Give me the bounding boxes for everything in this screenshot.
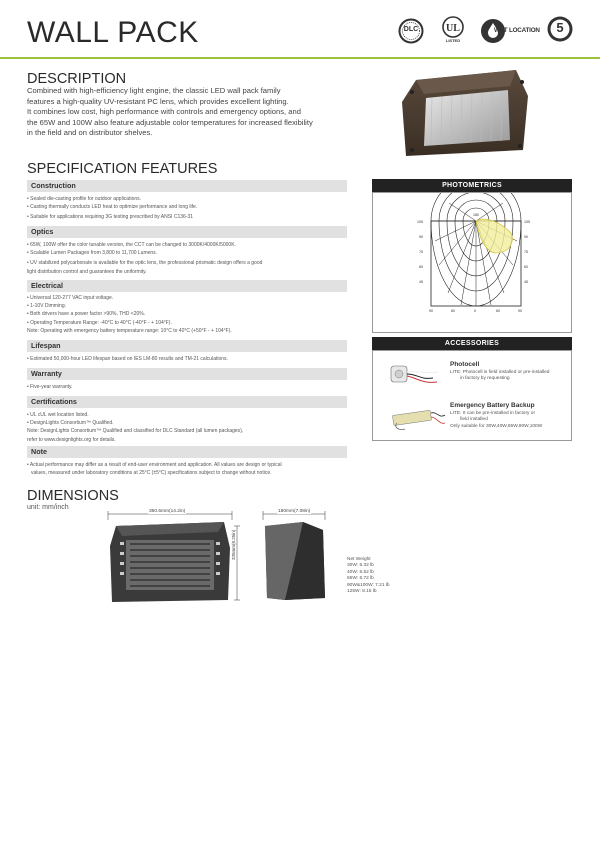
warranty-list: • Five-year warranty. <box>27 384 73 390</box>
warranty-bar: Warranty <box>27 368 347 380</box>
certifications-list: • UL cUL wet location listed. • DesignLights Consortium™ Qualified. Note: DesignLights Consortium™ Qualified and classified for DLC Standard (all lumen packages), refer to www.designlights.org for details. <box>27 412 244 443</box>
bottom-tick: 90 <box>518 309 522 313</box>
ul-listed-label: LISTED <box>445 38 461 43</box>
right-tick: 75 <box>524 250 528 254</box>
dlc-label: DLC <box>403 26 419 33</box>
ul-icon <box>439 16 467 38</box>
page-title: WALL PACK <box>27 16 199 49</box>
left-tick: 105 <box>417 220 423 224</box>
photocell-image <box>387 360 447 390</box>
warranty-years: 5 <box>556 20 564 35</box>
photometric-chart <box>373 193 571 332</box>
electrical-list: • Universal 120-277 VAC input voltage. • 1-10V Dimming. • Both drivers have a power factor >90%, THD <20%. • Operating Temperature Range: -40°C to 40°C (-40°F - + 104°F). Note: Operating with emergency battery temperature range: 10°C to 40°C (+50°F - + 104°F). <box>27 295 232 334</box>
lifespan-list: • Estimated 50,000-hour LED lifespan based on IES LM-80 results and TM-21 calculations. <box>27 356 228 362</box>
photocell-desc: LITE: Photocell is field installed or pre-installed in factory by requesting <box>450 370 550 382</box>
bottom-tick: 90 <box>429 309 433 313</box>
optics-list: • 65W, 100W offer the color tunable version, the CCT can be changed to 3000K/4000K/5000K. • Scalable Lumen Packages from 3,800 to 11,700 Lumens. • UV stabilized polycarbonate is available for the optic lens, the professional prismatic design offers a good light distribution control and guarantees the uniformity. <box>27 242 263 275</box>
accessories-header: ACCESSORIES <box>372 337 572 350</box>
bottom-tick: 60 <box>496 309 500 313</box>
dlc-badge <box>398 18 424 44</box>
spec-heading: SPECIFICATION FEATURES <box>27 161 218 177</box>
description-text: Combined with high-efficiency light engine, the classic LED wall pack family features a high-quality UV-resistant PC lens, which provides excellent lighting. It combines low cost, high performance with controls and emergency options, and the 65W and 100W also feature adjustable color temperatures for increased flexibility in the field and on distributor shelves. <box>27 86 313 138</box>
bottom-tick: 0 <box>474 309 476 313</box>
right-tick: 105 <box>524 220 530 224</box>
right-tick: 60 <box>524 265 528 269</box>
photocell-title: Photocell <box>450 361 480 368</box>
ul-badge <box>439 16 467 46</box>
wet-location-badge <box>480 18 540 44</box>
top-label: 180 <box>473 213 479 217</box>
front-view-drawing <box>100 508 250 608</box>
left-tick: 45 <box>419 280 423 284</box>
dimensions-unit: unit: mm/inch <box>27 504 69 511</box>
left-tick: 90 <box>419 235 423 239</box>
photometric-curve <box>476 219 512 253</box>
bottom-tick: 60 <box>451 309 455 313</box>
battery-title: Emergency Battery Backup <box>450 402 535 409</box>
note-bar: Note <box>27 446 347 458</box>
accessories-panel <box>372 350 572 441</box>
net-weight: Net Weight 30W: 6.32 lb 40W: 6.52 lb 65W: 6.72 lb 90W&100W: 7.21 lb 125W: 8.15 lb <box>347 557 390 595</box>
construction-list: • Sealed die-casting profile for outdoor applications. • Casting thermally conducts LED heat to optimize performance and long life. • Suitable for applications requiring 3G testing prescribed by ANSI C136-31 <box>27 196 198 221</box>
width-dimension: 360.5mm(14.2in) <box>149 509 186 514</box>
description-heading: DESCRIPTION <box>27 71 127 87</box>
optics-bar: Optics <box>27 226 347 238</box>
left-tick: 60 <box>419 265 423 269</box>
header-divider <box>0 57 600 59</box>
wet-location-label: WET LOCATION <box>494 27 540 34</box>
side-view-drawing <box>255 508 335 604</box>
battery-image <box>389 401 449 435</box>
product-image <box>398 68 538 163</box>
dimensions-heading: DIMENSIONS <box>27 488 119 504</box>
construction-bar: Construction <box>27 180 347 192</box>
electrical-bar: Electrical <box>27 280 347 292</box>
right-tick: 90 <box>524 235 528 239</box>
height-dimension: 335mm(8.25in) <box>231 529 236 560</box>
left-tick: 75 <box>419 250 423 254</box>
certifications-bar: Certifications <box>27 396 347 408</box>
warranty-badge <box>547 15 573 45</box>
note-list: • Actual performance may differ as a result of end-user environment and application. All values are design or typical values, measured under laboratory conditions at 25°C (±5°C) specifications subject to change without notice. <box>27 462 282 477</box>
photometrics-panel <box>372 192 572 333</box>
battery-desc: LITE: It can be pre-installed in factory or field installed Only suitable for 30W,40W,65W,90W,100W <box>450 411 543 429</box>
depth-dimension: 180mm(7.08in) <box>278 509 311 514</box>
photometrics-header: PHOTOMETRICS <box>372 179 572 192</box>
svg-text:UL: UL <box>446 23 460 34</box>
right-tick: 45 <box>524 280 528 284</box>
lifespan-bar: Lifespan <box>27 340 347 352</box>
